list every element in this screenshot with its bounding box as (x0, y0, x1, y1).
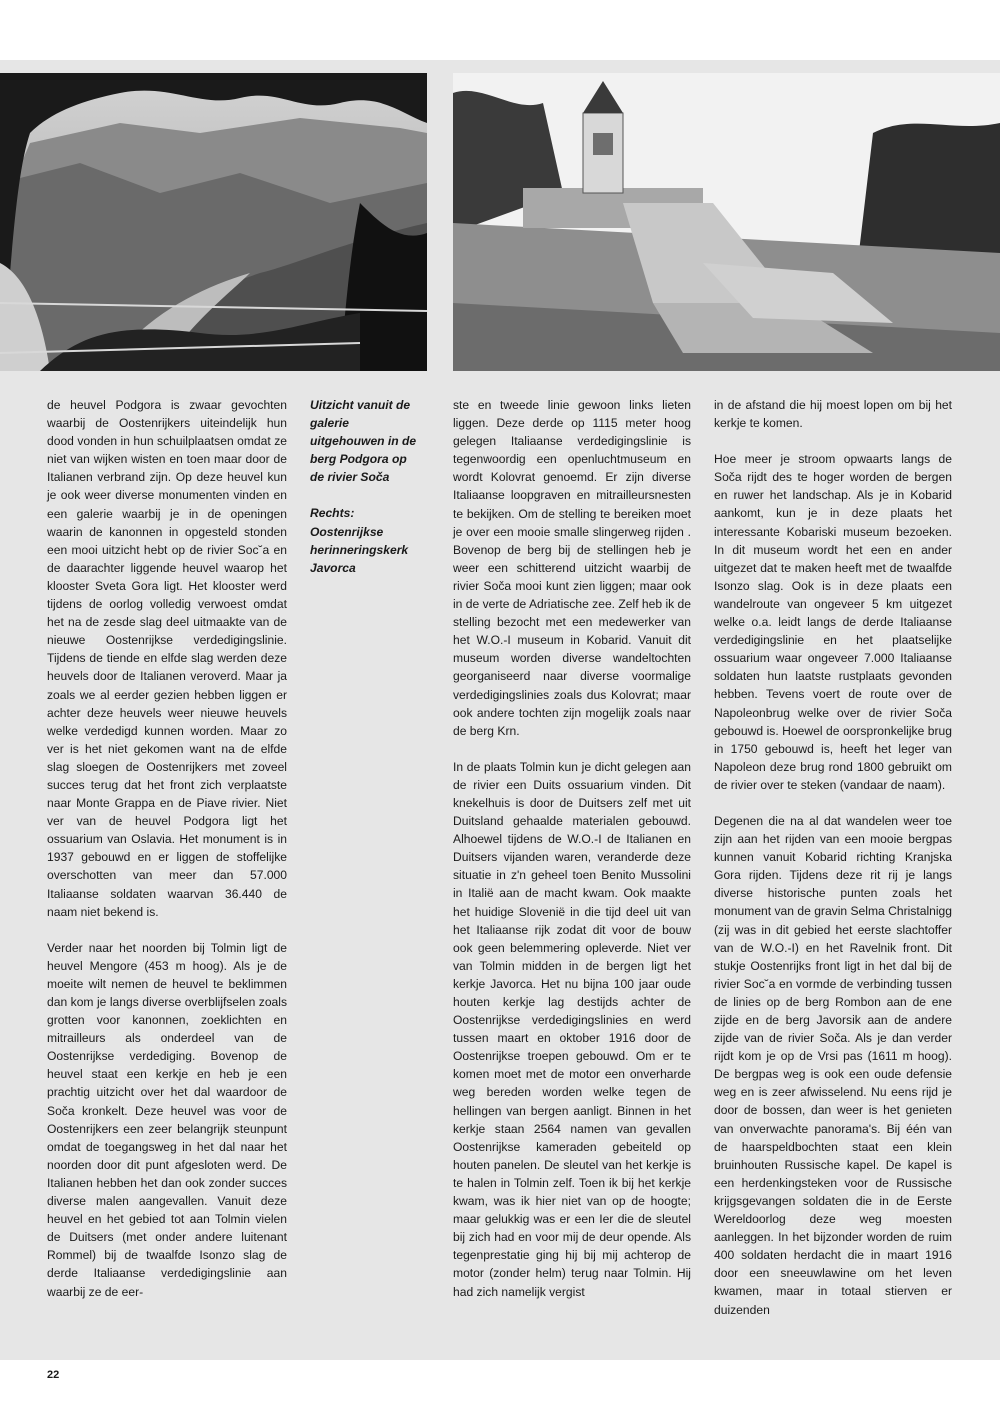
photo-caption-right: Rechts: Oostenrijkse herinneringskerk Javorca (310, 506, 409, 575)
caption-column (310, 396, 422, 595)
photo-caption-left: Uitzicht vanuit de galerie uitgehouwen in de berg Podgora op de rivier Soča (310, 398, 417, 485)
church-photo-icon (453, 73, 1000, 371)
text-column-1 (47, 396, 287, 1319)
paragraph: Hoe meer je stroom opwaarts langs de Soča rijdt des te hoger worden de bergen en ruwer het landschap. Als je in Kobarid aankomt, kun je in deze plaats het interessante Kobariski museum bezoeken. In dit museum wordt het een en ander uitgezet dat te maken heeft met de twaalfde Isonzo slag. Ook is in deze plaats een wandelroute van ongeveer 5 km uitgezet welke o.a. leidt langs de derde Italiaanse verdedigingslinie en het plaatselijke ossuarium waar ongeveer 7.000 Italiaanse soldaten hun laatste rustplaats gevonden hebben. Tevens voert de route over de Napoleonbrug welke over de rivier Soča gebouwd is. Hoewel de oorspronkelijke brug in 1750 gebouwd is, heeft het leger van Napoleon deze brug rond 1800 gebruikt om de rivier over te steken (vandaar de naam). (714, 452, 952, 792)
paragraph: Degenen die na al dat wandelen weer toe zijn aan het rijden van een mooie bergpas kunnen vanuit Kobarid richting Kranjska Gora rijden. Tijdens deze rit rij je langs diverse historische punten zoals het monument van de gravin Selma Christalnigg (zij was in dit gebied het eerste slachtoffer van de W.O.-I) en het Ravelnik front. Dit stukje Oostenrijks front ligt in het dal bij de rivier Soc˘a en vormde de verbinding tussen de linies op de berg Rombon aan de ene zijde en de berg Javorsik aan de andere zijde van de rivier Soča. Als je dan verder rijdt kom je op de Vrsi pas (1611 m hoog). De bergpas weg is ook een oude defensie weg en is zeer afwisselend. Nu eens rijd je door de bossen, dan weer is het genieten van onverwachte panorama's. Bij één van de haarspeldbochten staat een klein bruinhouten Russische kapel. De kapel is een herdenkingsteken voor de Russische krijgsgevangen soldaten die in de Eerste Wereldoorlog deze weg moesten aanleggen. In het bijzonder worden de ruim 400 soldaten herdacht die in maart 1916 door een sneeuwlawine om het leven kwamen, maar in totaal stierven er duizenden (714, 813, 952, 1317)
cave-view-photo-icon (0, 73, 427, 371)
paragraph: in de afstand die hij moest lopen om bij het kerkje te komen. (714, 398, 952, 431)
church-photo (453, 73, 1000, 371)
text-column-3 (453, 396, 691, 1319)
text-column-4 (714, 396, 952, 1337)
paragraph: de heuvel Podgora is zwaar gevochten waarbij de Oostenrijkers uiteindelijk hun dood vonden in hun schuilplaatsen omdat ze niet van wijken wisten en toen maar door de Italianen verbrand zijn. Op deze heuvel kun je ook weer diverse monumenten vinden en een galerie waarbij je in de openingen waarin de kanonnen in opgesteld stonden een mooi uitzicht hebt op de rivier Soc˘a en de daarachter liggende heuvel waarop het klooster Sveta Gora ligt. Het klooster werd tijdens de oorlog volledig verwoest omdat het na de zesde slag deel uitmaakte van de nieuwe Oostenrijkse verdedigingslinie. Tijdens de tiende en elfde slag werden deze heuvels door de Italianen veroverd. Maar ja zoals we al eerder gezien hebben liggen er achter deze heuvels weer nieuwe heuvels welke verdedigd kunnen worden. Maar zo ver is het niet gekomen want na de elfde slag sloegen de Oostenrijkers met zoveel succes terug dat het front zich verplaatste naar Monte Grappa en de Piave rivier. Niet ver van de heuvel Podgora ligt het ossuarium van Oslavia. Het monument is in 1937 gebouwd en er liggen de stoffelijke overschotten van meer dan 57.000 Italiaanse soldaten waarvan 36.440 de naam niet bekend is. (47, 398, 287, 919)
paragraph: Verder naar het noorden bij Tolmin ligt de heuvel Mengore (453 m hoog). Als je de moeite wilt nemen de heuvel te beklimmen dan kom je langs diverse overblijfselen zoals grotten voor kanonnen, zoeklichten en mitrailleurs als onderdeel van de Oostenrijkse verdediging. Bovenop de heuvel staat een kerkje en heb je een prachtig uitzicht over het dal waardoor de Soča kronkelt. Deze heuvel was voor de Oostenrijkers een zeer belangrijk steunpunt omdat de toegangsweg in het dal naar het noorden door dit punt afgesloten werd. De Italianen hebben het dan ook zonder succes diverse malen aangevallen. Vanuit deze heuvel en het gebied tot aan Tolmin vielen de Duitsers (met onder andere luitenant Rommel) bij de twaalfde Isonzo slag de derde Italiaanse verdedigingslinie aan waarbij ze de eer- (47, 940, 287, 1299)
cave-view-photo (0, 73, 427, 371)
paragraph: In de plaats Tolmin kun je dicht gelegen aan de rivier een Duits ossuarium vinden. Dit knekelhuis is door de Duitsers zelf met uit Duitsland gehaalde materialen gebouwd. Alhoewel tijdens de W.O.-I de Italianen en Duitsers vijanden waren, veranderde deze situatie in z'n geheel toen Benito Mussolini in Italië aan de macht kwam. Ook maakte het huidige Slovenië in die tijd deel uit van het Italiaanse rijk zodat dit voor de bouw ook geen belemmering opleverde. Niet ver van Tolmin midden in de bergen ligt het kerkje Javorca. Het nu bijna 100 jaar oude houten kerkje lag destijds achter de Oostenrijkse verdedigingslinies en werd tussen maart en oktober 1916 door de Oostenrijkse troepen gebouwd. Om er te komen moet met de motor een onverharde weg bereden worden welke tegen de hellingen van bergen aanligt. Binnen in het kerkje staan 2564 namen van gevallen Oostenrijkse kameraden gebeiteld op houten panelen. De sleutel van het kerkje is te halen in Tolmin zelf. Toen ik bij het kerkje kwam, was ik hier niet van op de hoogte; maar gelukkig was er een Ier die de sleutel bij zich had en voor mij de deur opende. Als tegenprestatie ging hij bij mij achterop de motor (zonder helm) terug naar Tolmin. Hij had zich namelijk vergist (453, 759, 691, 1299)
paragraph: ste en tweede linie gewoon links lieten liggen. Deze derde op 1115 meter hoog gelegen Italiaanse verdedigingslinie is tegenwoordig een openluchtmuseum en wordt Kolovrat genoemd. Er zijn diverse Italiaanse loopgraven en mitrailleursnesten te bekijken. Om de stelling te bereiken moet je over een mooie smalle slingerweg rijden . Bovenop de berg bij de stellingen heb je weer een schitterend uitzicht waarbij de rivier Soča mooi kunt zien liggen; maar ook in de verte de Adriatische zee. Zelf heb ik de stelling bezocht met een medewerker van het W.O.-I museum in Kobarid. Vanuit dit museum worden diverse wandeltochten georganiseerd naar diverse voormalige verdedigingslinies zoals dus Kolovrat; maar ook andere tochten zijn mogelijk zoals naar de berg Krn. (453, 398, 691, 738)
page-number: 22 (47, 1369, 60, 1381)
